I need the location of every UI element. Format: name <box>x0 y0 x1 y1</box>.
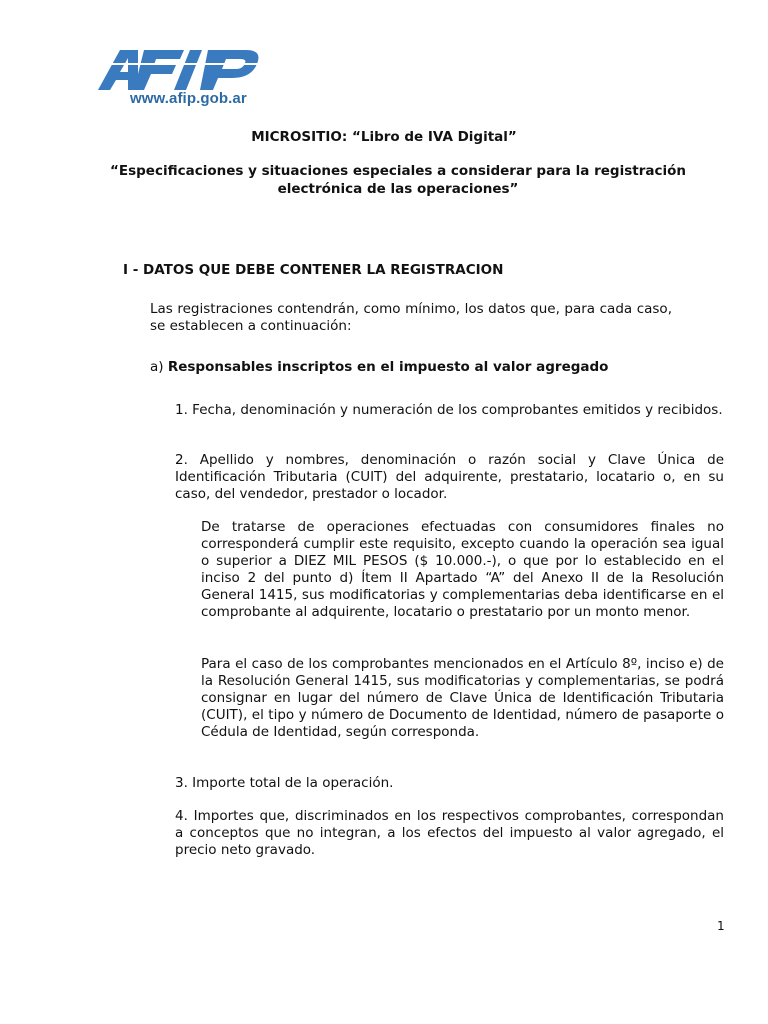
list-item-2-paragraph-2: Para el caso de los comprobantes mencionados en el Artículo 8º, inciso e) de la Resolución General 1415, sus modificatorias y complementarias, se podrá consignar en lugar del número de Clave Única de Identificación Tributaria (CUIT), el tipo y número de Documento de Identidad, número de pasaporte o Cédula de Identidad, según corresponda. <box>201 656 724 740</box>
list-item-2: 2. Apellido y nombres, denominación o razón social y Clave Única de Identificación Tributaria (CUIT) del adquirente, prestatario, locatario o, en su caso, del vendedor, prestador o locador. <box>175 452 724 502</box>
afip-url: www.afip.gob.ar <box>130 90 247 107</box>
document-subtitle: “Especificaciones y situaciones especiales a considerar para la registración electrónica de las operaciones” <box>110 163 686 197</box>
afip-logo <box>96 46 292 112</box>
list-item-3: 3. Importe total de la operación. <box>175 775 394 791</box>
subheading-title: Responsables inscriptos en el impuesto al valor agregado <box>167 359 609 375</box>
list-item-4: 4. Importes que, discriminados en los respectivos comprobantes, correspondan a conceptos que no integran, a los efectos del impuesto al valor agregado, el precio neto gravado. <box>175 808 724 858</box>
page-number: 1 <box>717 919 725 933</box>
subheading-prefix: a) <box>150 359 164 375</box>
intro-paragraph: Las registraciones contendrán, como mínimo, los datos que, para cada caso, se establecen a continuación: <box>150 301 672 334</box>
list-item-2-paragraph-1: De tratarse de operaciones efectuadas con consumidores finales no corresponderá cumplir este requisito, excepto cuando la operación sea igual o superior a DIEZ MIL PESOS ($ 10.000.-), o que por lo establecido en el inciso 2 del punto d) Ítem II Apartado “A” del Anexo II de la Resolución General 1415, sus modificatorias y complementarias deba identificarse en el comprobante al adquirente, locatario o prestatario por un monto menor. <box>201 519 724 620</box>
document-title: MICROSITIO: “Libro de IVA Digital” <box>251 129 517 145</box>
afip-logo-icon <box>96 46 292 92</box>
section-heading: I - DATOS QUE DEBE CONTENER LA REGISTRACION <box>123 262 504 278</box>
subheading-a <box>150 359 608 375</box>
list-item-1: 1. Fecha, denominación y numeración de los comprobantes emitidos y recibidos. <box>175 402 723 418</box>
